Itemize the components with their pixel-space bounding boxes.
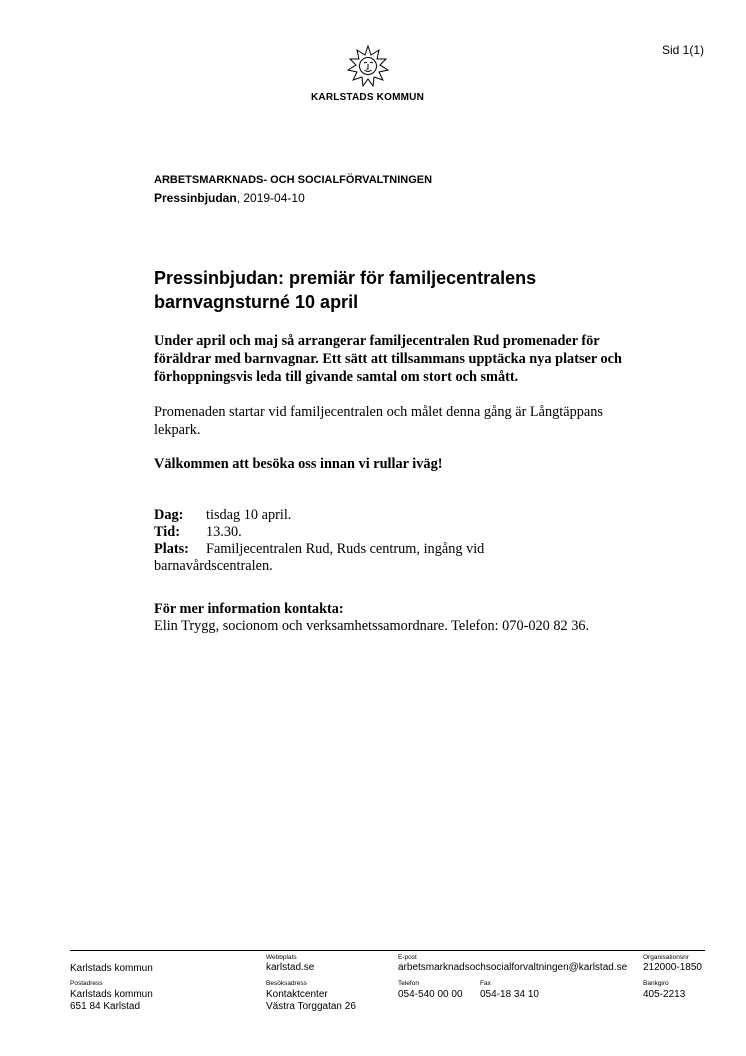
detail-row-place xyxy=(154,541,634,558)
epost-value[interactable]: arbetsmarknadsochsocialforvaltningen@karlstad.se xyxy=(398,962,628,973)
contact-text: Elin Trygg, socionom och verksamhetssamordnare. Telefon: 070-020 82 36. xyxy=(154,618,590,634)
doc-type: Pressinbjudan xyxy=(154,191,237,205)
place-value: Familjecentralen Rud, Ruds centrum, ingång vid xyxy=(206,541,485,557)
footer-name: Karlstads kommun xyxy=(70,963,153,974)
webbplats-label: Webbplats xyxy=(266,954,297,961)
place-label: Plats: xyxy=(154,541,189,557)
postadress-label: Postadress xyxy=(70,980,103,987)
epost-label: E-post xyxy=(398,954,417,961)
sun-emblem-icon xyxy=(346,44,390,88)
fax-value: 054-18 34 10 xyxy=(480,989,539,1000)
besoksadress-line-1: Kontaktcenter xyxy=(266,989,328,1000)
dateline xyxy=(154,191,305,205)
welcome-text: Välkommen att besöka oss innan vi rullar iväg! xyxy=(154,456,443,472)
day-label: Dag: xyxy=(154,507,184,523)
place-value-continued: barnavårdscentralen. xyxy=(154,558,273,574)
day-value: tisdag 10 april. xyxy=(206,507,292,523)
besoksadress-label: Besöksadress xyxy=(266,980,307,987)
event-details xyxy=(154,507,634,575)
headline xyxy=(154,266,624,314)
logo xyxy=(300,44,435,103)
detail-row-day xyxy=(154,507,634,524)
orgnr-value: 212000-1850 xyxy=(643,962,702,973)
time-label: Tid: xyxy=(154,524,180,540)
orgnr-label: Organisationsnr xyxy=(643,954,689,961)
page-number: Sid 1(1) xyxy=(661,43,704,57)
fax-label: Fax xyxy=(480,980,491,987)
body-paragraph: Promenaden startar vid familjecentralen och målet denna gång är Långtäppans lekpark. xyxy=(154,404,603,438)
telefon-label: Telefon xyxy=(398,980,419,987)
footer-divider xyxy=(70,950,705,951)
bankgiro-value: 405-2213 xyxy=(643,989,686,1000)
org-name: KARLSTADS KOMMUN xyxy=(310,92,424,103)
headline-line-1: Pressinbjudan: premiär för familjecentralens xyxy=(154,268,537,288)
detail-row-time xyxy=(154,524,634,541)
contact-heading: För mer information kontakta: xyxy=(154,601,344,617)
doc-date: , 2019-04-10 xyxy=(236,191,305,205)
lead-paragraph: Under april och maj så arrangerar familjecentralen Rud promenader för föräldrar med barnvagnar. Ett sätt att tillsammans upptäcka nya platser och förhoppningsvis leda till givande samtal om stort och smått. xyxy=(154,333,622,385)
webbplats-value[interactable]: karlstad.se xyxy=(266,962,315,973)
postadress-line-1: Karlstads kommun xyxy=(70,989,153,1000)
time-value: 13.30. xyxy=(206,524,242,540)
bankgiro-label: Bankgiro xyxy=(643,980,669,987)
besoksadress-line-2: Västra Torggatan 26 xyxy=(266,1001,356,1012)
telefon-value: 054-540 00 00 xyxy=(398,989,463,1000)
department: ARBETSMARKNADS- OCH SOCIALFÖRVALTNINGEN xyxy=(154,174,433,186)
headline-line-2: barnvagnsturné 10 april xyxy=(154,292,359,312)
postadress-line-2: 651 84 Karlstad xyxy=(70,1001,141,1012)
